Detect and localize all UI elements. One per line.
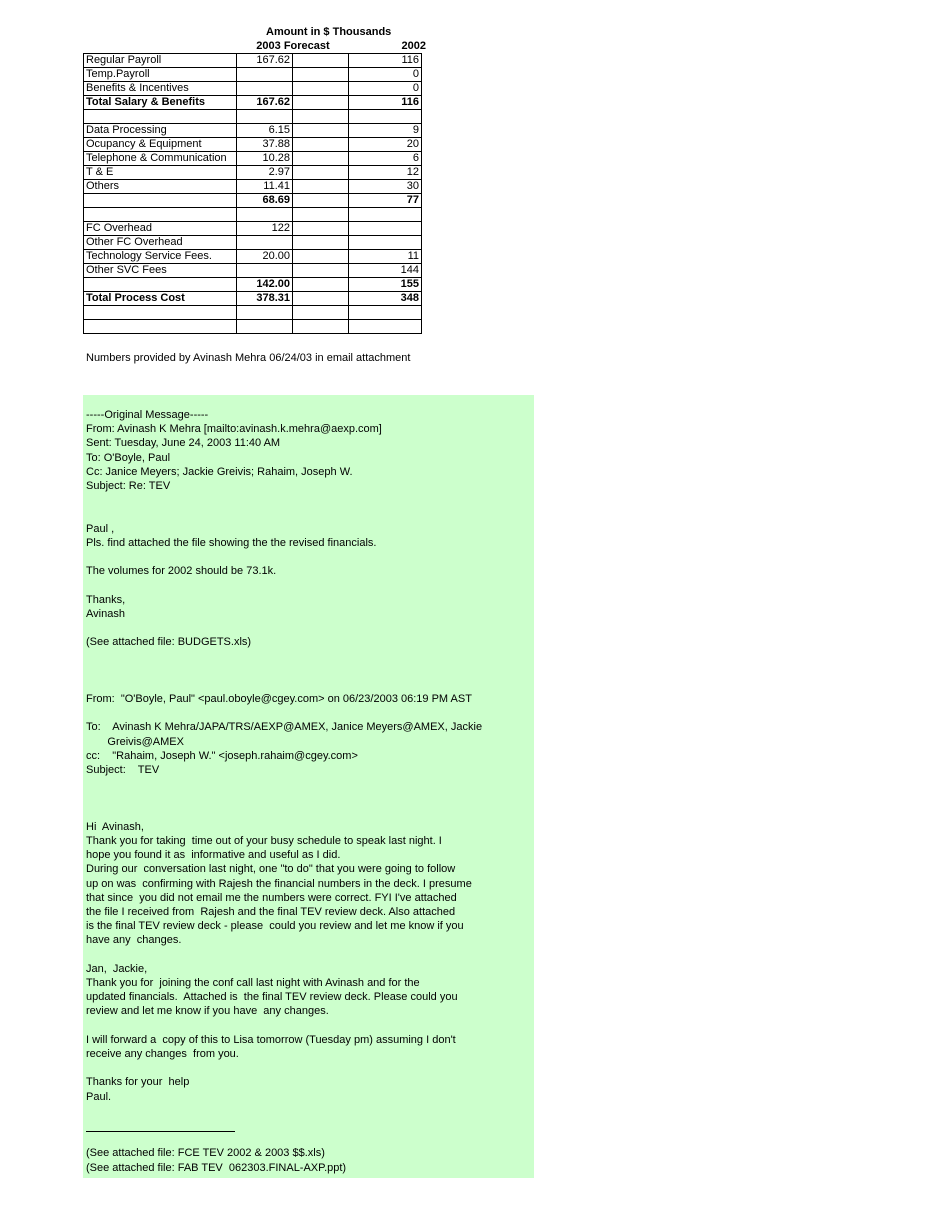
email-line: Cc: Janice Meyers; Jackie Greivis; Rahaim, Joseph W. (86, 465, 353, 478)
year-2002-cell: 116 (349, 54, 422, 68)
table-row (84, 250, 422, 264)
blank-cell (293, 138, 349, 152)
forecast-cell: 11.41 (237, 180, 293, 194)
row-label: Data Processing (84, 124, 237, 138)
email-line: receive any changes from you. (86, 1048, 239, 1060)
email-line: The volumes for 2002 should be 73.1k. (86, 565, 277, 578)
email-line: (See attached file: BUDGETS.xls) (86, 636, 252, 649)
amount-header: Amount in $ Thousands (266, 26, 392, 38)
table-row (84, 82, 422, 96)
blank-cell (293, 180, 349, 194)
blank-cell (293, 236, 349, 250)
table-row (84, 194, 422, 208)
table-row (84, 54, 422, 68)
row-label: Total Salary & Benefits (84, 96, 237, 110)
email-line: Greivis@AMEX (86, 735, 184, 748)
blank-cell (293, 194, 349, 208)
row-label: Other SVC Fees (84, 264, 237, 278)
blank-cell (293, 54, 349, 68)
forecast-cell: 167.62 (237, 54, 293, 68)
year-2002-cell: 30 (349, 180, 422, 194)
email-line: that since you did not email me the numbers were correct. FYI I've attached (86, 891, 457, 904)
year-2002-cell: 155 (349, 278, 422, 292)
row-label (84, 320, 237, 334)
email-line: have any changes. (86, 934, 182, 947)
blank-cell (293, 320, 349, 334)
blank-cell (293, 124, 349, 138)
table-row (84, 110, 422, 124)
blank-cell (293, 166, 349, 180)
table-row (84, 96, 422, 110)
table-row (84, 68, 422, 82)
table-row (84, 236, 422, 250)
forecast-cell: 68.69 (237, 194, 293, 208)
financial-table (83, 53, 422, 334)
year-2002-cell: 20 (349, 138, 422, 152)
email-line: Paul. (86, 1090, 112, 1103)
row-label: Ocupancy & Equipment (84, 138, 237, 152)
email-line: Subject: Re: TEV (86, 480, 171, 492)
table-row (84, 208, 422, 222)
row-label: Technology Service Fees. (84, 250, 237, 264)
year-2002-cell: 0 (349, 68, 422, 82)
row-label: Telephone & Communication (84, 152, 237, 166)
email-line: Hi Avinash, (86, 820, 144, 833)
forecast-cell (237, 68, 293, 82)
table-row (84, 138, 422, 152)
email-line: I will forward a copy of this to Lisa tomorrow (Tuesday pm) assuming I don't (86, 1033, 456, 1046)
email-line: To: Avinash K Mehra/JAPA/TRS/AEXP@AMEX, Janice Meyers@AMEX, Jackie (86, 721, 483, 734)
email-line: up on was confirming with Rajesh the financial numbers in the deck. I presume (86, 877, 472, 890)
row-label: Benefits & Incentives (84, 82, 237, 96)
table-row (84, 292, 422, 306)
blank-cell (293, 264, 349, 278)
forecast-cell (237, 82, 293, 96)
email-line: Thank you for joining the conf call last night with Avinash and for the (86, 977, 420, 989)
blank-cell (293, 96, 349, 110)
email-line: During our conversation last night, one "to do" that you were going to follow (86, 863, 456, 876)
year-2002-cell: 12 (349, 166, 422, 180)
year-2002-column-header: 2002 (401, 40, 426, 52)
forecast-cell: 378.31 (237, 292, 293, 306)
table-row (84, 180, 422, 194)
forecast-column-header: 2003 Forecast (256, 40, 330, 52)
year-2002-cell: 9 (349, 124, 422, 138)
blank-cell (293, 208, 349, 222)
email-line: From: Avinash K Mehra [mailto:avinash.k.mehra@aexp.com] (86, 423, 382, 436)
forecast-cell (237, 110, 293, 124)
table-row (84, 264, 422, 278)
year-2002-cell (349, 110, 422, 124)
forecast-cell: 2.97 (237, 166, 293, 180)
source-note: Numbers provided by Avinash Mehra 06/24/03 in email attachment (86, 352, 411, 364)
forecast-cell: 167.62 (237, 96, 293, 110)
row-label (84, 306, 237, 320)
year-2002-cell: 144 (349, 264, 422, 278)
forecast-cell (237, 236, 293, 250)
forecast-cell: 37.88 (237, 138, 293, 152)
year-2002-cell: 348 (349, 292, 422, 306)
email-line: is the final TEV review deck - please could you review and let me know if you (86, 920, 464, 933)
year-2002-cell (349, 320, 422, 334)
email-line: Jan, Jackie, (86, 962, 148, 975)
row-label: Temp.Payroll (84, 68, 237, 82)
blank-cell (293, 68, 349, 82)
blank-cell (293, 110, 349, 124)
forecast-cell (237, 320, 293, 334)
row-label (84, 208, 237, 222)
blank-cell (293, 222, 349, 236)
table-row (84, 152, 422, 166)
forecast-cell: 10.28 (237, 152, 293, 166)
year-2002-cell: 11 (349, 250, 422, 264)
year-2002-cell: 116 (349, 96, 422, 110)
email-line: From: "O'Boyle, Paul" <paul.oboyle@cgey.com> on 06/23/2003 06:19 PM AST (86, 693, 472, 705)
forecast-cell: 122 (237, 222, 293, 236)
table-row (84, 306, 422, 320)
row-label (84, 194, 237, 208)
forecast-cell (237, 208, 293, 222)
year-2002-cell: 77 (349, 194, 422, 208)
row-label: T & E (84, 166, 237, 180)
blank-cell (293, 152, 349, 166)
row-label: Others (84, 180, 237, 194)
email-line: Avinash (86, 607, 125, 620)
row-label: FC Overhead (84, 222, 237, 236)
email-line: Thanks, (86, 593, 126, 606)
table-row (84, 124, 422, 138)
email-line: Sent: Tuesday, June 24, 2003 11:40 AM (86, 437, 281, 450)
table-row (84, 222, 422, 236)
email-line: (See attached file: FAB TEV 062303.FINAL-AXP.ppt) (86, 1161, 347, 1174)
year-2002-cell: 6 (349, 152, 422, 166)
row-label (84, 110, 237, 124)
blank-cell (293, 278, 349, 292)
row-label: Regular Payroll (84, 54, 237, 68)
blank-cell (293, 82, 349, 96)
forecast-cell: 142.00 (237, 278, 293, 292)
email-line: Paul , (86, 522, 115, 535)
blank-cell (293, 306, 349, 320)
email-line: the file I received from Rajesh and the final TEV review deck. Also attached (86, 906, 456, 918)
forecast-cell: 20.00 (237, 250, 293, 264)
year-2002-cell (349, 208, 422, 222)
year-2002-cell: 0 (349, 82, 422, 96)
email-line: cc: "Rahaim, Joseph W." <joseph.rahaim@cgey.com> (86, 749, 358, 762)
email-line: review and let me know if you have any changes. (86, 1005, 329, 1018)
email-line: hope you found it as informative and useful as I did. (86, 849, 341, 862)
forecast-cell: 6.15 (237, 124, 293, 138)
row-label: Other FC Overhead (84, 236, 237, 250)
forecast-cell (237, 306, 293, 320)
email-block (83, 395, 534, 1178)
table-row (84, 278, 422, 292)
email-line: Pls. find attached the file showing the the revised financials. (86, 536, 377, 549)
email-line: Thank you for taking time out of your busy schedule to speak last night. I (86, 835, 442, 847)
email-line: updated financials. Attached is the final TEV review deck. Please could you (86, 991, 458, 1004)
table-row (84, 166, 422, 180)
email-line: To: O'Boyle, Paul (86, 451, 171, 464)
blank-cell (293, 292, 349, 306)
row-label: Total Process Cost (84, 292, 237, 306)
row-label (84, 278, 237, 292)
year-2002-cell (349, 236, 422, 250)
email-line: (See attached file: FCE TEV 2002 & 2003 $$.xls) (86, 1147, 325, 1160)
signature-rule (86, 1131, 235, 1132)
blank-cell (293, 250, 349, 264)
table-row (84, 320, 422, 334)
email-line: Thanks for your help (86, 1076, 190, 1089)
year-2002-cell (349, 222, 422, 236)
email-line: Subject: TEV (86, 764, 160, 776)
forecast-cell (237, 264, 293, 278)
year-2002-cell (349, 306, 422, 320)
email-line: -----Original Message----- (86, 409, 209, 421)
